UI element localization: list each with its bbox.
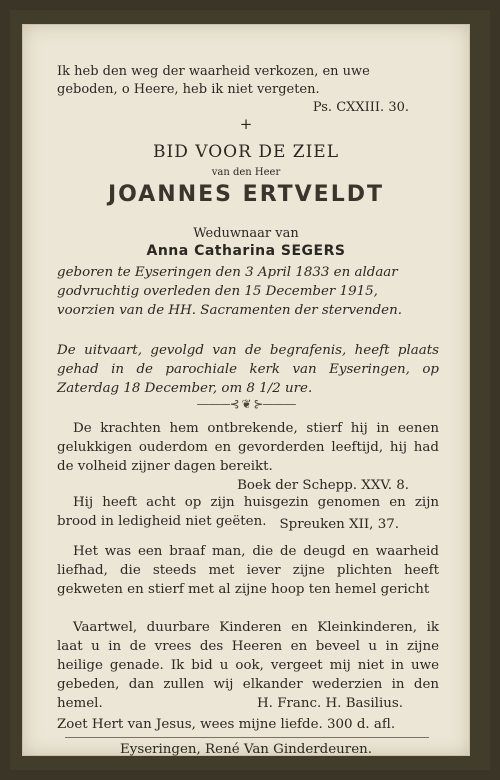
- birth-death-line-2: godvruchtig overleden den 15 December 1915,: [57, 284, 378, 299]
- birth-death-line-3: voorzien van de HH. Sacramenten der stervenden.: [57, 303, 402, 318]
- epigraph-line-1: Ik heb den weg der waarheid verkozen, en uwe: [57, 64, 370, 79]
- deceased-name: JOANNES ERTVELDT: [107, 182, 384, 207]
- prayer-subheading: van den Heer: [211, 167, 281, 178]
- verse-2-reference: Spreuken XII, 37.: [279, 517, 399, 532]
- footer-rule: [65, 737, 429, 738]
- printer-credit: Eyseringen, René Van Ginderdeuren.: [119, 742, 373, 757]
- verse-1-reference: Boek der Schepp. XXV. 8.: [237, 478, 409, 493]
- cross-symbol: +: [239, 115, 253, 133]
- epigraph-reference: Ps. CXXIII. 30.: [312, 100, 409, 115]
- farewell-text: Vaartwel, duurbare Kinderen en Kleinkinderen, ik laat u in de vrees des Heeren en beveel u in zijne heilige genade. Ik bid u ook, vergeet mij niet in uwe gebeden, dan zullen wij elkander wederzien in den hemel.: [57, 620, 439, 711]
- indulgence-prayer: Zoet Hert van Jesus, wees mijne liefde. 300 d. afl.: [57, 717, 396, 732]
- spouse-name: Anna Catharina SEGERS: [146, 243, 346, 259]
- ornament-divider: ———⊰ ❦ ⊱———: [196, 397, 296, 411]
- verse-3-text: Het was een braaf man, die de deugd en waarheid liefhad, die steeds met iever zijne plichten heeft gekweten en stierf met al zijne hoop ten hemel gericht: [57, 544, 439, 597]
- funeral-notice: De uitvaart, gevolgd van de begrafenis, heeft plaats gehad in de parochiale kerk van Eyseringen, op Zaterdag 18 December, om 8 1/2 ure.: [57, 343, 439, 396]
- prayer-heading: BID VOOR DE ZIEL: [153, 142, 339, 162]
- memorial-card: [22, 24, 470, 756]
- verse-2-text: Hij heeft acht op zijn huisgezin genomen en zijn brood in ledigheid niet geëten.: [57, 495, 439, 529]
- birth-death-line-1: geboren te Eyseringen den 3 April 1833 en aldaar: [57, 265, 398, 280]
- relation-label: Weduwnaar van: [193, 226, 299, 241]
- farewell-signature: H. Franc. H. Basilius.: [257, 696, 403, 711]
- verse-1-text: De krachten hem ontbrekende, stierf hij in eenen gelukkigen ouderdom en gevorderden leeftijd, hij had de volheid zijner dagen bereikt.: [57, 421, 439, 474]
- epigraph-line-2: geboden, o Heere, heb ik niet vergeten.: [57, 82, 320, 97]
